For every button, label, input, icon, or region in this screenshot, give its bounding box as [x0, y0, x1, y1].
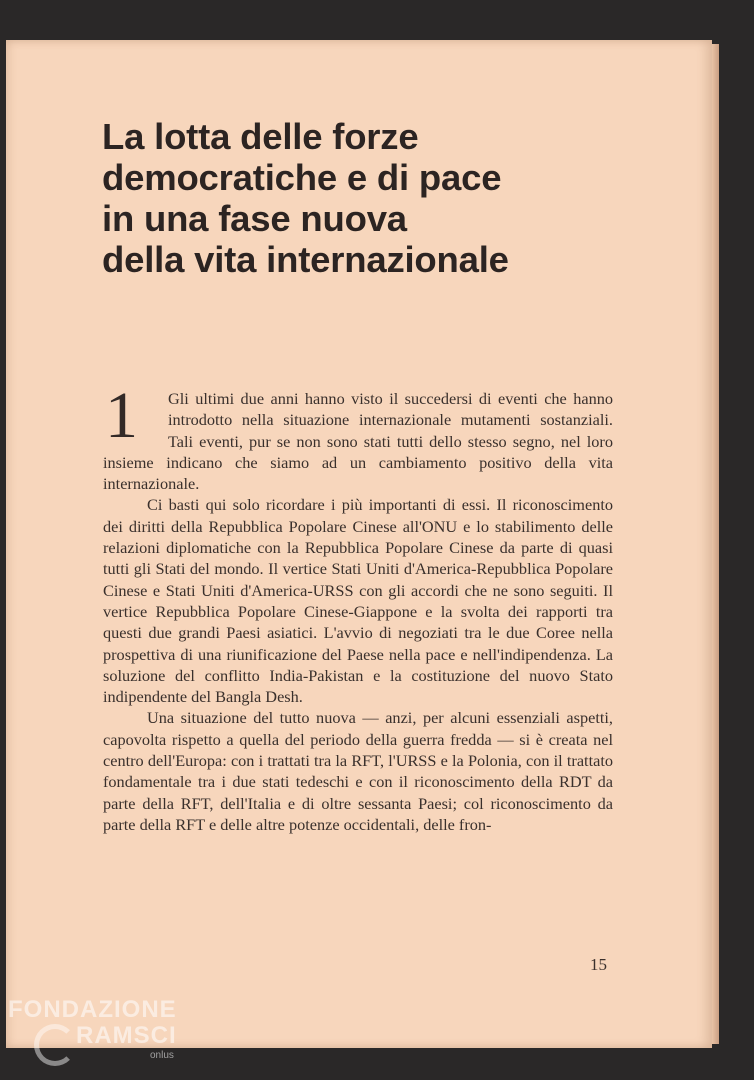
- paragraph: Una situazione del tutto nuova — anzi, per alcuni essenziali aspetti, capovolta rispetto a quella del periodo della guerra fredda — si è creata nel centro dell'Europa: con i trattati tra la RFT, l'URSS e la Polonia, con il trattato fondamentale tra i due stati tedeschi e con il riconoscimento della RDT da parte della RFT, dell'Italia e di oltre sessanta Paesi; col riconoscimento da parte della RFT e delle altre potenze occidentali, delle fron-: [103, 708, 613, 834]
- watermark-logo: [8, 996, 208, 1076]
- body-text: [103, 379, 613, 835]
- chapter-title: [102, 116, 602, 280]
- page-number: 15: [590, 955, 607, 974]
- watermark-line1: FONDAZIONE: [8, 996, 177, 1023]
- paragraph: Ci basti qui solo ricordare i più importanti di essi. Il riconoscimento dei diritti della Repubblica Popolare Cinese all'ONU e lo stabilimento delle relazioni diplomatiche con la Repubblica Popolare Cinese da parte di quasi tutti gli Stati del mondo. Il vertice Stati Uniti d'America-Repubblica Popolare Cinese e Stati Uniti d'America-URSS con gli accordi che ne sono seguiti. Il vertice Repubblica Popolare Cinese-Giappone e la svolta dei rapporti tra questi due grandi Paesi asiatici. L'avvio di negoziati tra le due Coree nella prospettiva di una riunificazione del Paese nella pace e nell'indipendenza. La soluzione del conflitto India-Pakistan e la costituzione del nuovo Stato indipendente del Bangla Desh.: [103, 495, 613, 707]
- title-line: La lotta delle forze: [102, 116, 419, 157]
- title-line: democratiche e di pace: [102, 157, 502, 198]
- watermark-suffix: onlus: [150, 1050, 174, 1061]
- watermark-line2: RAMSCI: [76, 1022, 177, 1049]
- page-edge: [712, 44, 719, 1044]
- paragraph: [103, 379, 613, 494]
- drop-cap: 1: [105, 379, 138, 452]
- title-line: della vita internazionale: [102, 239, 509, 280]
- g-logo-icon: [34, 1024, 76, 1066]
- title-line: in una fase nuova: [102, 198, 407, 239]
- paragraph-text: Gli ultimi due anni hanno visto il succedersi di eventi che hanno introdotto nella situazione internazionale mutamenti sostanziali. Tali eventi, pur se non sono stati tutti dello stesso segno, nel loro insieme indicano che siamo ad un cambiamento positivo della vita internazionale.: [103, 389, 613, 494]
